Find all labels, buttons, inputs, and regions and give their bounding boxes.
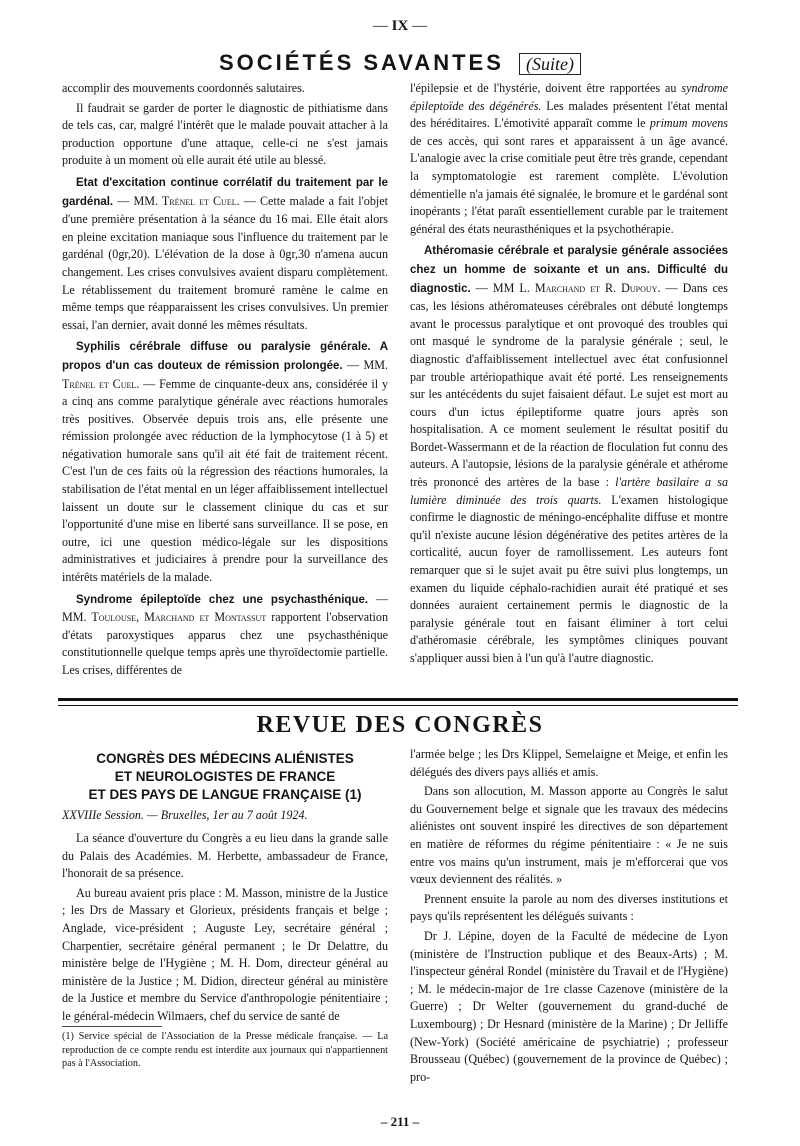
congres-right-column (410, 746, 728, 1086)
communication-heading: Syphilis cérébrale diffuse ou paralysie générale. A propos d'un cas douteux de rémission prolongée. (62, 341, 388, 372)
communication-heading: Athéromasie cérébrale et paralysie générale associées chez un homme de soixante et un ans. Difficulté du diagnostic. (410, 245, 728, 295)
emphasis: primum movens (649, 116, 728, 131)
section-title-text: SOCIÉTÉS SAVANTES (219, 50, 504, 75)
communication-authors: — MM. Trénel et Cuel. — (62, 357, 388, 391)
section-divider (58, 698, 738, 706)
paragraph: Au bureau avaient pris place : M. Masson, ministre de la Justice ; les Drs de Massary et Glorieux, présidents français et belge ; Anglade, vice-président ; Auguste Ley, secrétaire général ; Charpentier, secrétaire général permanent ; le Dr Delattre, du ministère belge de l'Hygiène ; M. H. Dom, directeur général au ministère de la Justice ; M. Didion, directeur général au ministère de la Justice et membre du Service d'anthropologie pénitentiaire ; le général-médecin Wilmaers, chef du service de santé de (62, 885, 388, 1023)
paragraph: Il faudrait se garder de porter le diagnostic de pithiatisme dans de tels cas, car, malgré l'intérêt que le malade pouvait attacher à la production opportune d'une attaque, celle-ci ne s'est jamais produite à un moment où elle aurait été utile au blessé. (62, 100, 388, 168)
communication-authors: — MM L. Marchand et R. Dupouy. — (475, 280, 678, 295)
section-suffix: (Suite) (519, 53, 581, 75)
emphasis: syndrome épileptoïde des dégénérés. (410, 81, 728, 113)
section-title (0, 50, 800, 76)
text-run: Les malades présentent l'état mental des héréditaires. L'émotivité apparaît comme le (410, 98, 729, 131)
text-run: de ces accès, qui sont rares et apparaissent à un âge avancé. L'analogie avec la crise comitiale peut être très grande, cependant la symptomatologie est rarement complète. L'évolution démentielle n'a jamais été signalée, le bromure et le gardénal sont inopérants ; l'état paraît essentiellement curable par le traitement général des états neurasthéniques et la psychothérapie. (410, 133, 728, 236)
paragraph: Prennent ensuite la parole au nom des diverses institutions et pays qu'ils représentent les délégués suivants : (410, 891, 728, 924)
footnote-rule (62, 1026, 162, 1027)
societes-left-column (62, 80, 388, 680)
communication-heading: Syndrome épileptoïde chez une psychasthénique. (76, 593, 369, 606)
communication-heading: Etat d'excitation continue corrélatif du traitement par le gardénal. (62, 176, 388, 208)
article-title (62, 750, 388, 804)
paragraph: Dans son allocution, M. Masson apporte au Congrès le salut du Gouvernement belge et signale que les travaux des médecins aliénistes ont souvent inspiré les directives de son département en matière de réformes du régime pénitentiaire : « Je ne suis entre vos mains qu'un instrument, mais je m'efforcerai que vos vœux deviennent des réalités. » (410, 784, 728, 887)
communication-authors: — MM. Toulouse, Marchand et Montassut (62, 591, 388, 625)
communication-text: L'examen histologique confirme le diagnostic de méningo-encéphalite diffuse et montre qu'il n'existe aucune lésion dégénérative des petites artères de la corticalité, aucun foyer de ramollissement. Les auteurs font remarquer que si le sujet avait pu être suivi plus longtemps, un examen du liquide céphalo-rachidien aurait été pratiqué et ses données auraient certainement permis le diagnostic de la paralysie générale tout en faisant éliminer à tort celui d'athéromasie cérébrale, les symptômes cliniques pouvant s'appliquer aussi bien à l'un qu'à l'autre diagnostic. (410, 492, 728, 665)
paragraph: accomplir des mouvements coordonnés salutaires. (62, 81, 305, 95)
communication (62, 338, 388, 586)
page-number-roman: — IX — (0, 18, 800, 35)
communication (410, 242, 728, 667)
emphasis: l'artère basilaire a sa lumière diminuée des trois quarts. (410, 475, 728, 507)
footnote: (1) Service spécial de l'Association de la Presse médicale française. — La reproduction de ce compte rendu est interdite aux journaux qui n'appartiennent pas à l'Association. (62, 1031, 388, 1069)
paragraph: l'armée belge ; les Drs Klippel, Semelaigne et Meige, et enfin les délégués des divers pays alliés et amis. (410, 747, 728, 779)
paragraph: La séance d'ouverture du Congrès a eu lieu dans la grande salle du Palais des Académies. M. Herbette, ambassadeur de France, l'honorait de sa présence. (62, 831, 388, 881)
communication-authors: — MM. Trénel et Cuel. — (117, 193, 256, 208)
revue-title: REVUE DES CONGRÈS (256, 712, 544, 738)
communication (62, 174, 388, 334)
communication-text: Cette malade a fait l'objet d'une première présentation à la séance du 16 mai. Elle était alors en pleine excitation maniaque sous l'influence du traitement par le gardénal (0gr,20). L'élévation de la dose à 0gr,30 n'amena aucun changement. Les crises convulsives avaient disparu complètement. Le rétablissement du traitement bromuré ramène le calme en même temps que réapparaissent les crises convulsives. Un premier essai, l'an dernier, avait donné les mêmes résultats. (62, 193, 388, 332)
paragraph (410, 80, 728, 238)
paragraph: Dr J. Lépine, doyen de la Faculté de médecine de Lyon (ministère de l'Instruction publique et des Beaux-Arts) ; M. l'inspecteur général Rondel (ministère du Travail et de l'Hygiène) ; M. le médecin-major de 1re classe Cazenove (ministère de la Guerre) ; Dr Welter (gouvernement du grand-duché de Luxembourg) ; Dr Hesnard (ministère de la Marine) ; Dr Jelliffe (New-York) (Société américaine de psychiatrie) ; professeur Brousseau (Québec) (gouvernement de la province de Québec) ; pro- (410, 928, 728, 1084)
article-title-line: CONGRÈS DES MÉDECINS ALIÉNISTES (96, 751, 354, 766)
congres-left-column (62, 830, 388, 1026)
session-line: XXVIIIe Session. — Bruxelles, 1er au 7 août 1924. (62, 808, 308, 822)
article-title-line: ET NEUROLOGISTES DE FRANCE (114, 769, 336, 784)
societes-right-column (410, 80, 728, 668)
communication-text: Dans ces cas, les lésions athéromateuses cérébrales ont débuté longtemps avant le processus paralytique et ont provoqué des troubles qui ont masqué le syndrome de la paralysie générale ; seul, le diagnostic d'affaiblissement intellectuel avec état confusionnel par trouble artériopathique avait été porté. Les renseignements sur les antécédents du sujet faisaient défaut. Le sujet est mort au cours d'un ictus épileptiforme quatre jours après son hospitalisation. A ce moment seulement le résultat positif du Bordet-Wassermann et de la réaction de floculation fut connu des auteurs. A l'autopsie, lésions de la paralysie générale et athérome très prononcé des artères de la base : (410, 280, 728, 490)
communication (62, 591, 388, 680)
communication-text: Femme de cinquante-deux ans, considérée il y a cinq ans comme paralytique générale avec réactions humorales très positives. Observée depuis trois ans, elle présente une rémission prolongée avec réduction de la lymphocytose (1 à 5) et négativation humorale sans qu'il ait été fait de traitement récent. C'est l'un de ces faits où la régression des réactions humorales, la stabilisation de l'état mental en un léger affaiblissement intellectuel laissent un doute sur le classement clinique du cas et sur l'opportunité d'une mise en liberté sans surveillance. Il se pose, en outre, ici une question médico-légale sur les dispositions administratives et judiciaires à prendre pour la surveillance des intérêts matériels de la malade. (62, 376, 389, 585)
article-title-line: ET DES PAYS DE LANGUE FRANÇAISE (1) (88, 787, 362, 802)
text-run: l'épilepsie et de l'hystérie, doivent être rapportées au (410, 81, 677, 95)
communication-text: rapportent l'observation d'états paroxystiques apparus chez une psychasthénique constitutionnelle quelque temps après une thyroïdectomie partielle. Les crises, différentes de (62, 610, 388, 677)
page-folio: – 211 – (0, 1114, 800, 1130)
